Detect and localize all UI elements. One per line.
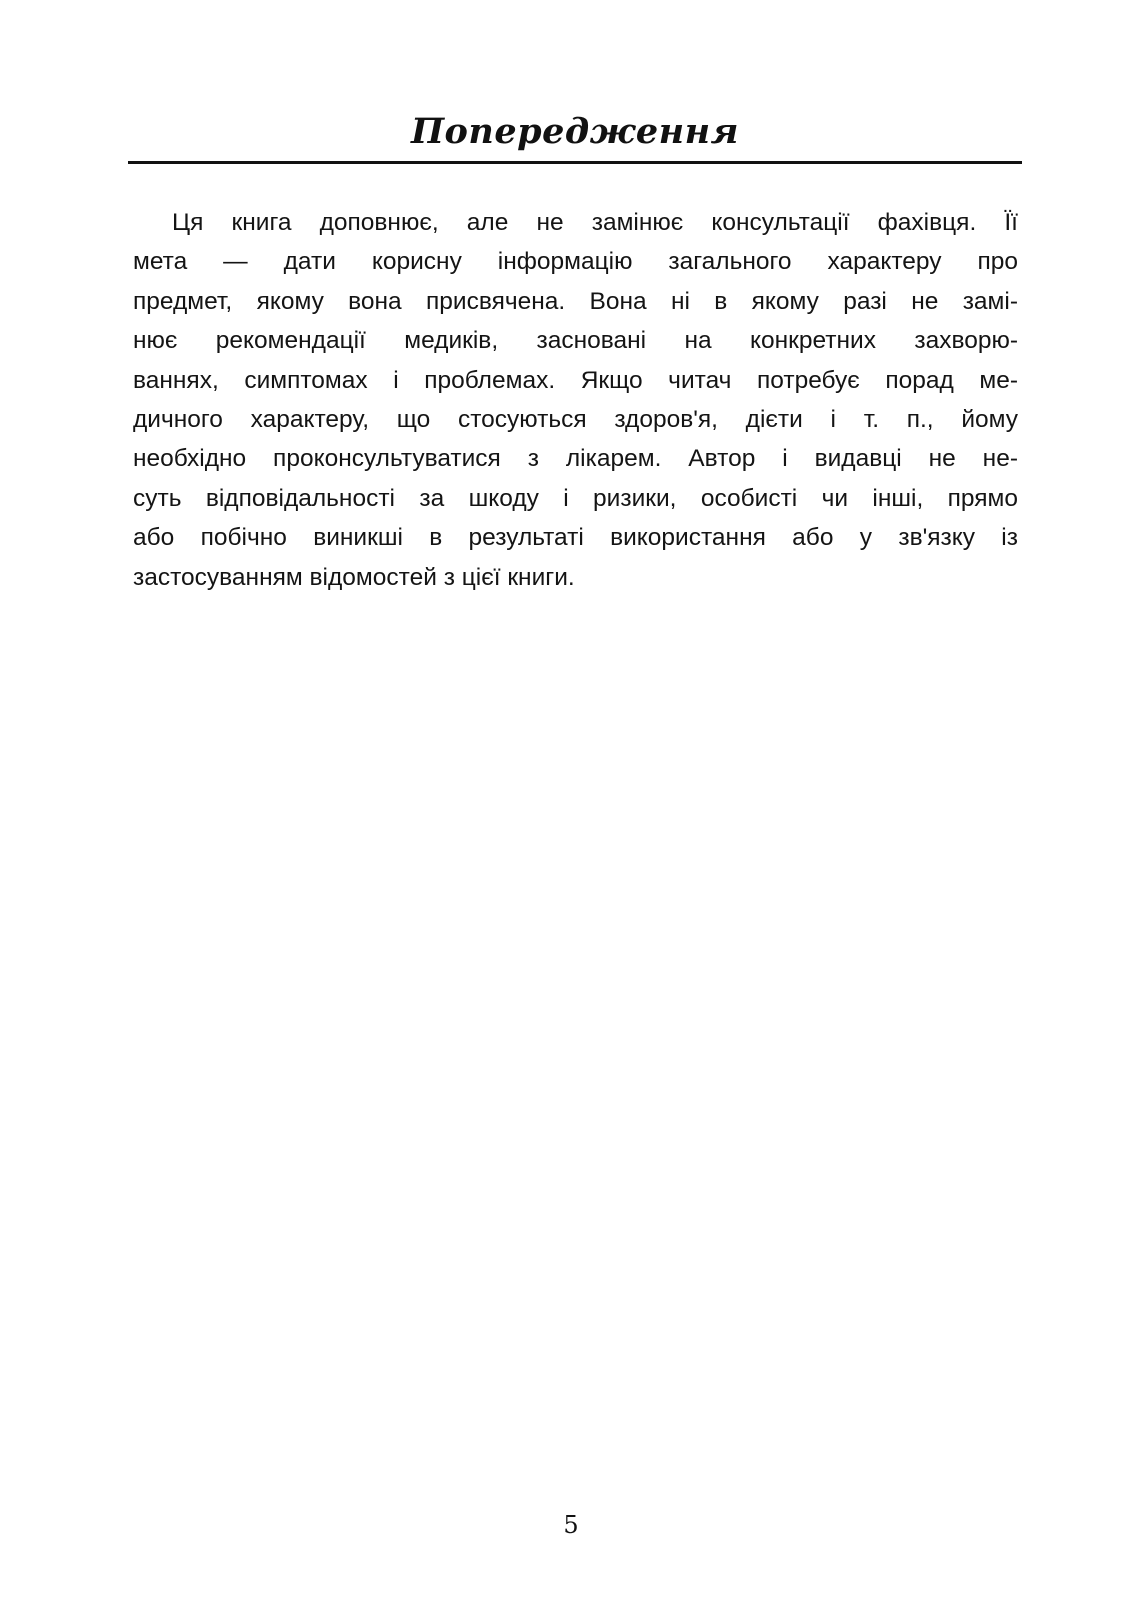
- page-title: Попередження: [410, 111, 740, 152]
- paragraph-line: суть відповідальності за шкоду і ризики, особисті чи інші, прямо: [133, 484, 1018, 512]
- paragraph-line: Ця книга доповнює, але не замінює консультації фахівця. Її: [172, 209, 1018, 236]
- paragraph-line: предмет, якому вона присвячена. Вона ні в якому разі не замі-: [133, 287, 1018, 315]
- paragraph-line: ваннях, симптомах і проблемах. Якщо читач потребує порад ме-: [133, 366, 1018, 394]
- paragraph-line: застосуванням відомостей з цієї книги.: [133, 563, 575, 591]
- paragraph-line: або побічно виникші в результаті використання або у зв'язку із: [133, 524, 1018, 552]
- warning-paragraph: [133, 203, 1018, 597]
- paragraph-line: необхідно проконсультуватися з лікарем. Автор і видавці не не-: [133, 445, 1018, 473]
- title-underline-divider: [128, 161, 1022, 164]
- paragraph-line: дичного характеру, що стосуються здоров'я, дієти і т. п., йому: [133, 405, 1018, 433]
- page-number: 5: [563, 1511, 579, 1539]
- paragraph-line: нює рекомендації медиків, засновані на конкретних захворю-: [133, 327, 1018, 355]
- paragraph-line: мета — дати корисну інформацію загального характеру про: [133, 248, 1018, 276]
